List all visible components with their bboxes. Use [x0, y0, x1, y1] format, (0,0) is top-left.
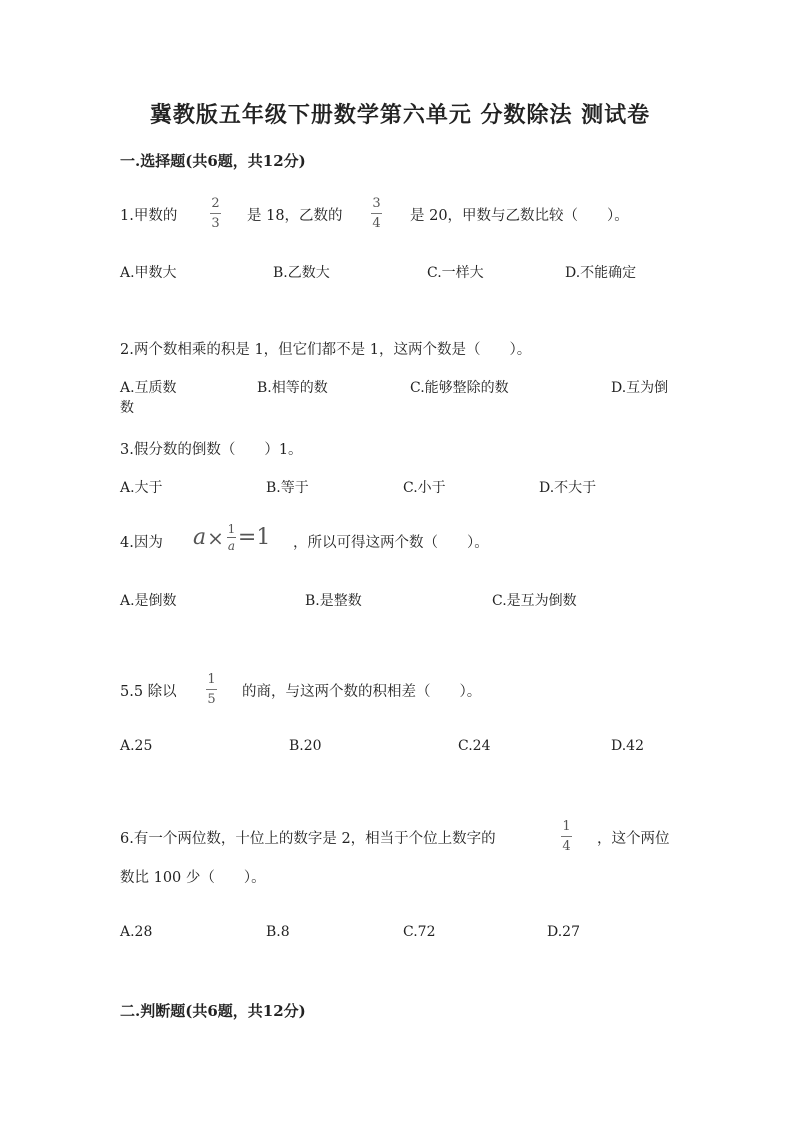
fraction-numerator: 2	[211, 196, 220, 211]
question-6-text-c: 数比 100 少（ ）。	[120, 870, 266, 886]
question-4-text-a: 4.因为	[120, 535, 163, 551]
option-b[interactable]: B.8	[266, 924, 290, 940]
fraction-bar	[210, 213, 221, 214]
option-b[interactable]: B.乙数大	[273, 265, 330, 281]
fraction-bar	[371, 213, 382, 214]
option-d-wrap: 数	[120, 400, 134, 416]
fraction-denominator: 3	[211, 216, 220, 231]
option-a[interactable]: A.甲数大	[120, 265, 177, 281]
option-a[interactable]: A.大于	[120, 480, 163, 496]
question-1-text-a: 1.甲数的	[120, 208, 178, 224]
fraction-bar	[561, 836, 572, 837]
fraction-numerator: 3	[372, 196, 381, 211]
option-c[interactable]: C.小于	[403, 480, 446, 496]
option-a[interactable]: A.28	[120, 924, 153, 940]
option-d[interactable]: D.不能确定	[565, 265, 637, 281]
question-4-text-b: ，所以可得这两个数（ ）。	[293, 535, 489, 551]
section-heading-judgement: 二.判断题(共6题，共12分)	[120, 1002, 306, 1020]
question-5-fraction	[206, 673, 217, 706]
question-1-fraction-a	[210, 197, 221, 230]
fraction-denominator: 4	[372, 216, 381, 231]
fraction-bar	[227, 537, 236, 538]
fraction-denominator: a	[227, 539, 235, 553]
option-a[interactable]: A.是倒数	[120, 593, 177, 609]
fraction-bar	[206, 689, 217, 690]
option-c[interactable]: C.是互为倒数	[492, 593, 577, 609]
option-d[interactable]: D.42	[611, 738, 644, 754]
question-1-fraction-b	[371, 197, 382, 230]
equation-equals-one: =1	[237, 525, 271, 550]
equation-times: ×	[207, 525, 224, 550]
section-heading-choice: 一.选择题(共6题，共12分)	[120, 152, 306, 170]
fraction-numerator: 1	[562, 819, 571, 834]
question-3-text: 3.假分数的倒数（ ）1。	[120, 442, 303, 458]
fraction-numerator: 1	[227, 522, 236, 536]
question-5-text-a: 5.5 除以	[120, 684, 177, 700]
equation-fraction	[227, 523, 236, 552]
question-6-text-b: ，这个两位	[597, 831, 670, 847]
option-c[interactable]: C.能够整除的数	[410, 380, 509, 396]
option-a[interactable]: A.25	[120, 738, 153, 754]
page-title: 冀教版五年级下册数学第六单元 分数除法 测试卷	[149, 102, 651, 128]
option-c[interactable]: C.72	[403, 924, 436, 940]
question-1-text-b: 是 18，乙数的	[247, 208, 343, 224]
question-5-text-b: 的商，与这两个数的积相差（ ）。	[242, 684, 482, 700]
question-4-equation	[193, 523, 270, 552]
option-d[interactable]: D.不大于	[539, 480, 597, 496]
question-6-text-a: 6.有一个两位数，十位上的数字是 2，相当于个位上数字的	[120, 831, 496, 847]
question-1-text-c: 是 20，甲数与乙数比较（ ）。	[410, 208, 629, 224]
fraction-numerator: 1	[207, 672, 216, 687]
option-d[interactable]: D.互为倒	[611, 380, 669, 396]
option-d[interactable]: D.27	[547, 924, 580, 940]
option-b[interactable]: B.等于	[266, 480, 309, 496]
option-a[interactable]: A.互质数	[120, 380, 177, 396]
option-b[interactable]: B.20	[289, 738, 322, 754]
equation-variable: a	[193, 525, 207, 550]
fraction-denominator: 5	[207, 692, 216, 707]
question-2-text: 2.两个数相乘的积是 1，但它们都不是 1，这两个数是（ ）。	[120, 342, 532, 358]
option-b[interactable]: B.是整数	[305, 593, 362, 609]
question-6-fraction	[561, 820, 572, 853]
option-b[interactable]: B.相等的数	[257, 380, 328, 396]
option-c[interactable]: C.24	[458, 738, 491, 754]
fraction-denominator: 4	[562, 839, 571, 854]
option-c[interactable]: C.一样大	[427, 265, 484, 281]
